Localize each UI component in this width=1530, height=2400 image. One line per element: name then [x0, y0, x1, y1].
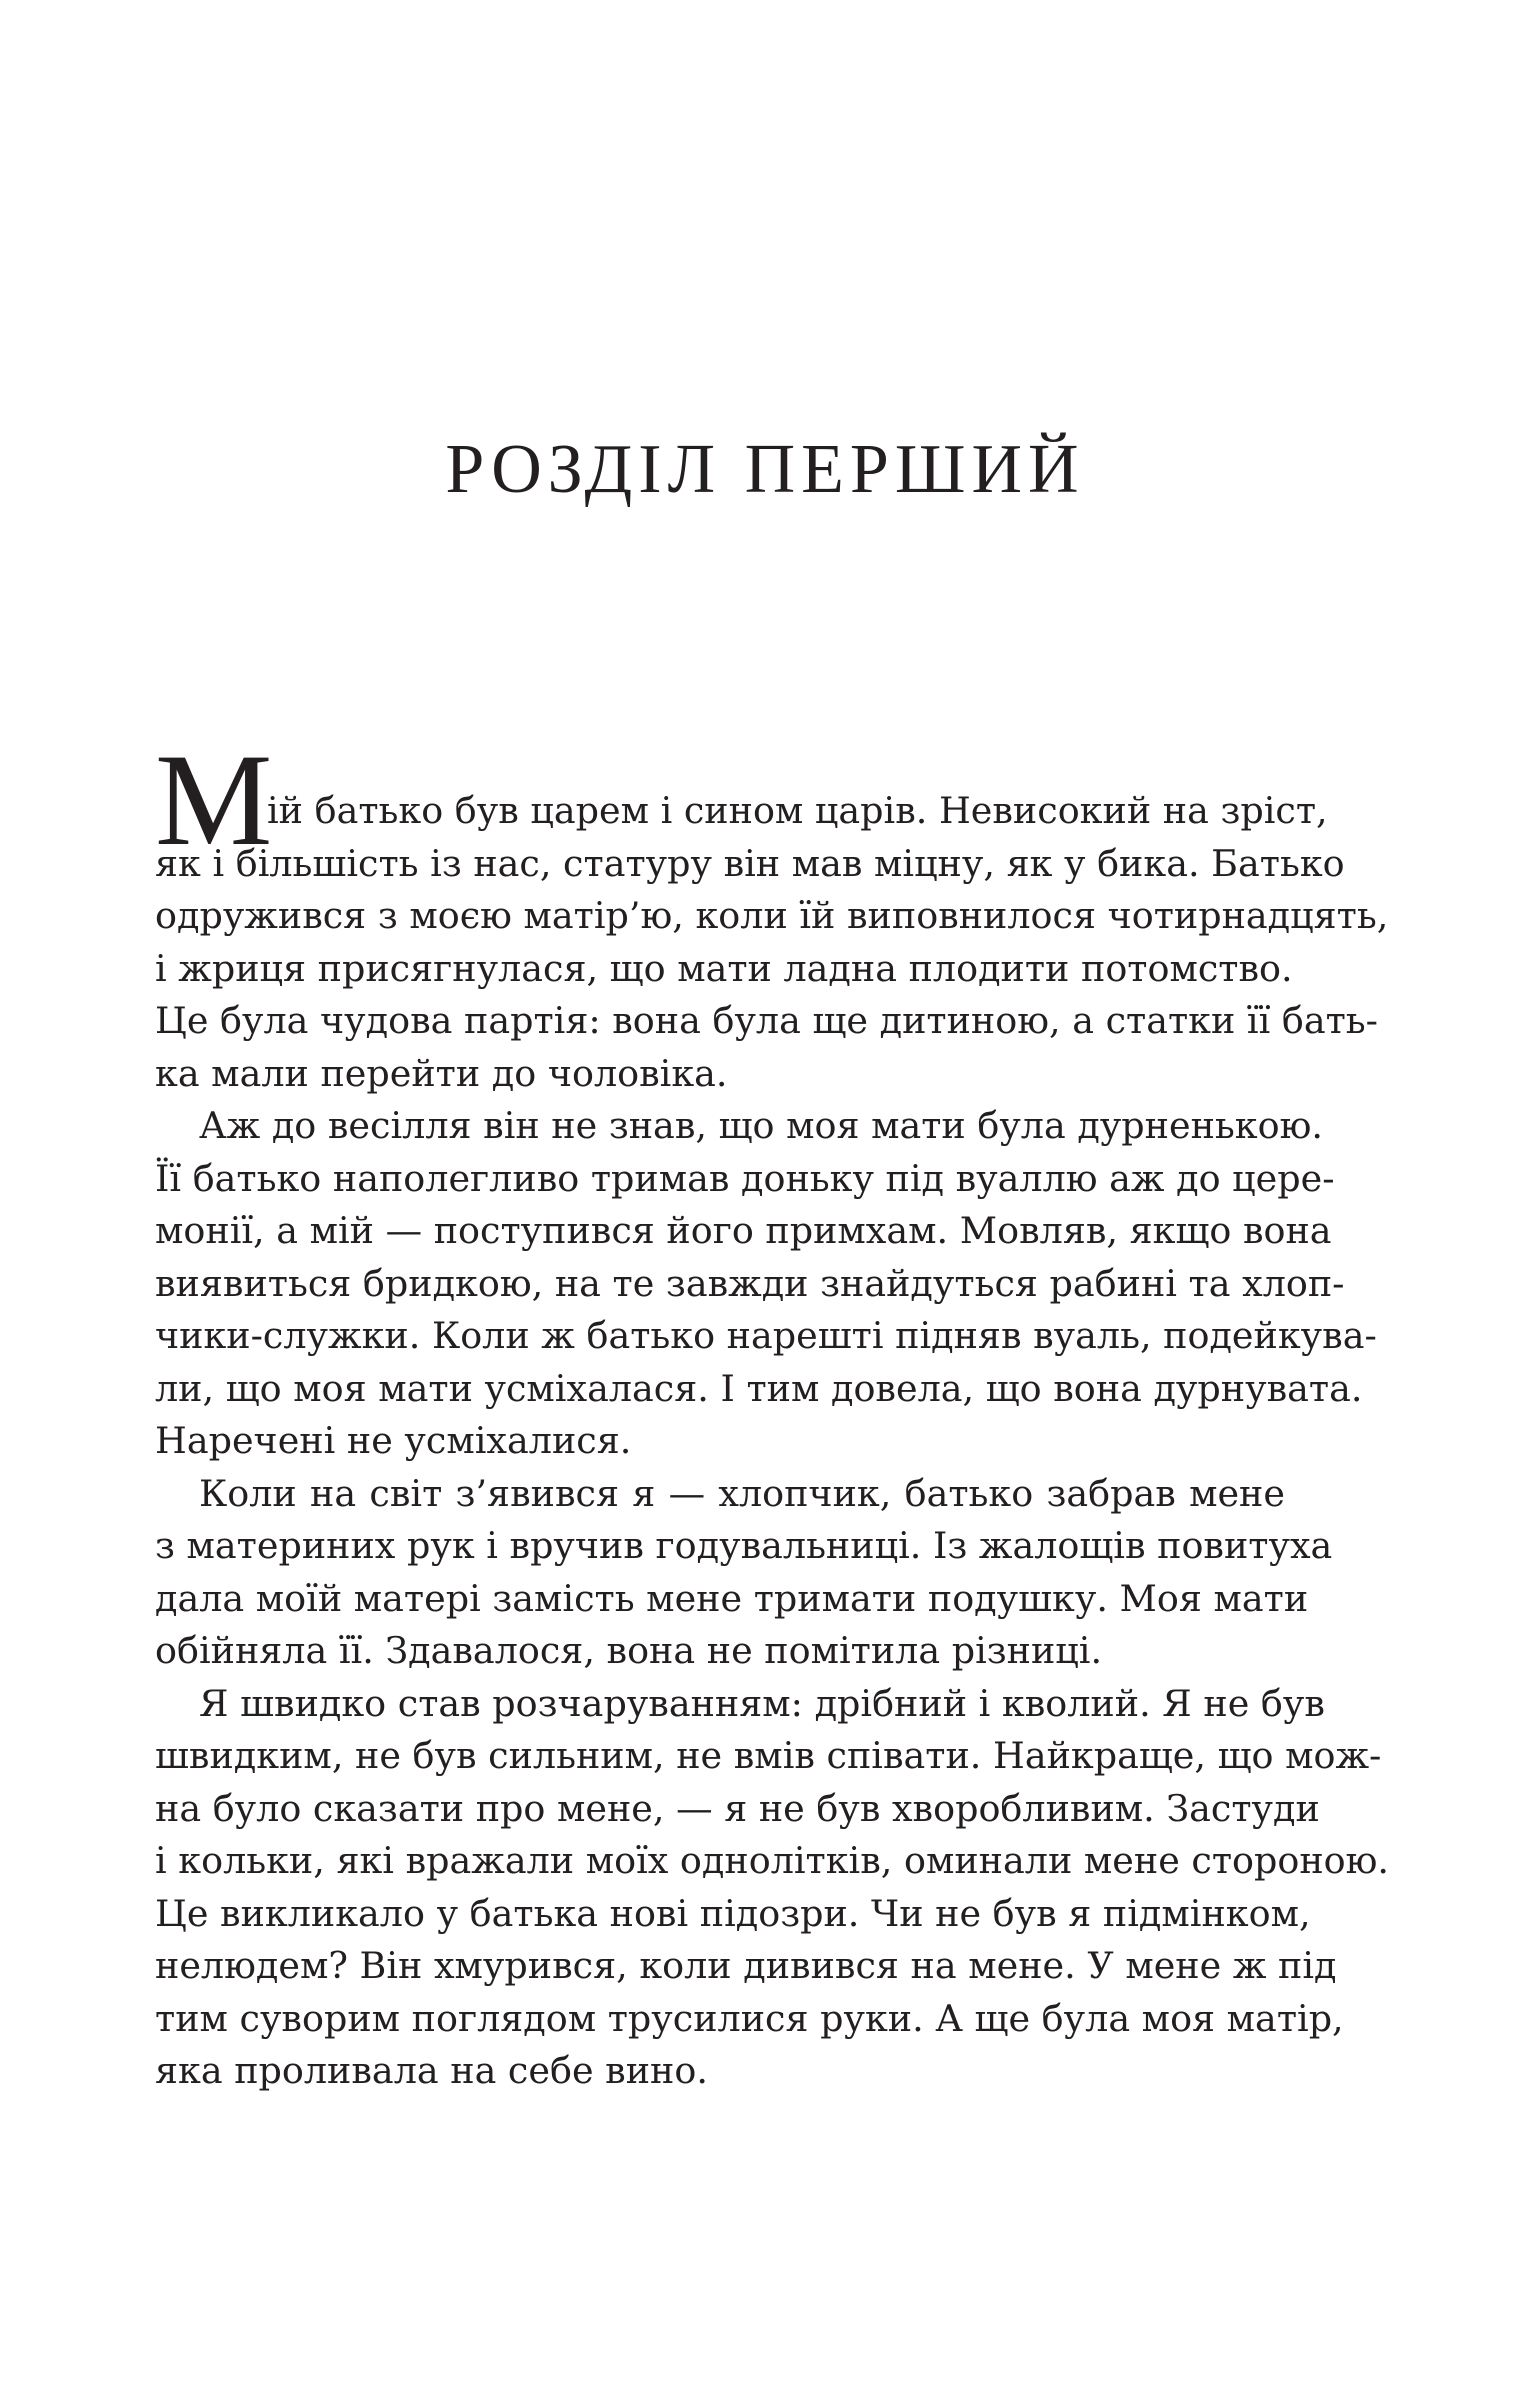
text-line: яка проливала на себе вино.	[155, 2049, 708, 2092]
drop-cap: М	[155, 726, 273, 873]
paragraph-2	[155, 1100, 1377, 1468]
text-line: чики-служки. Коли ж батько нарешті підняв вуаль, подейкува-	[155, 1314, 1377, 1357]
text-line: монії, а мій — поступився його примхам. Мовляв, якщо вона	[155, 1209, 1332, 1252]
body-text	[155, 726, 1390, 2098]
text-line: ій батько був царем і сином царів. Невисокий на зріст,	[267, 789, 1328, 832]
text-line: на було сказати про мене, — я не був хворобливим. Застуди	[155, 1786, 1320, 1830]
text-line: з материних рук і вручив годувальниці. Із жалощів повитуха	[155, 1524, 1333, 1567]
paragraph-3	[155, 1468, 1333, 1678]
text-line: Я швидко став розчаруванням: дрібний і кволий. Я не був	[199, 1681, 1325, 1725]
paragraph-1	[155, 726, 1389, 1100]
text-line: тим суворим поглядом трусилися руки. А ще була моя матір,	[155, 1996, 1344, 2040]
text-line: одружився з моєю матір’ю, коли їй виповнилося чотирнадцять,	[155, 894, 1389, 937]
text-line: Її батько наполегливо тримав доньку під вуаллю аж до цере-	[155, 1156, 1335, 1200]
text-line: Коли на світ з’явився я — хлопчик, батько забрав мене	[199, 1471, 1285, 1515]
text-line: і кольки, які вражали моїх однолітків, оминали мене стороною.	[155, 1839, 1390, 1882]
text-line: нелюдем? Він хмурився, коли дивився на мене. У мене ж під	[155, 1944, 1337, 1987]
text-line: дала моїй матері замість мене тримати подушку. Моя мати	[155, 1576, 1309, 1620]
text-line: швидким, не був сильним, не вмів співати. Найкраще, що мож-	[155, 1734, 1382, 1777]
text-line: Це була чудова партія: вона була ще дитиною, а статки її бать-	[155, 999, 1378, 1042]
text-line: Це викликало у батька нові підозри. Чи не був я підмінком,	[155, 1891, 1311, 1935]
text-line: і жриця присягнулася, що мати ладна плодити потомство.	[155, 946, 1293, 990]
text-line: Наречені не усміхалися.	[155, 1419, 632, 1462]
text-line: обійняла її. Здавалося, вона не помітила різниці.	[155, 1629, 1103, 1672]
text-line: ли, що моя мати усміхалася. І тим довела, що вона дурнувата.	[155, 1366, 1363, 1410]
text-line: Аж до весілля він не знав, що моя мати була дурненькою.	[199, 1104, 1323, 1147]
text-line: як і більшість із нас, статуру він мав міцну, як у бика. Батько	[155, 841, 1345, 885]
text-line: виявиться бридкою, на те завжди знайдуться рабині та хлоп-	[155, 1261, 1345, 1305]
paragraph-4	[155, 1678, 1390, 2098]
text-line: ка мали перейти до чоловіка.	[155, 1051, 728, 1095]
chapter-title: РОЗДІЛ ПЕРШИЙ	[445, 431, 1085, 508]
